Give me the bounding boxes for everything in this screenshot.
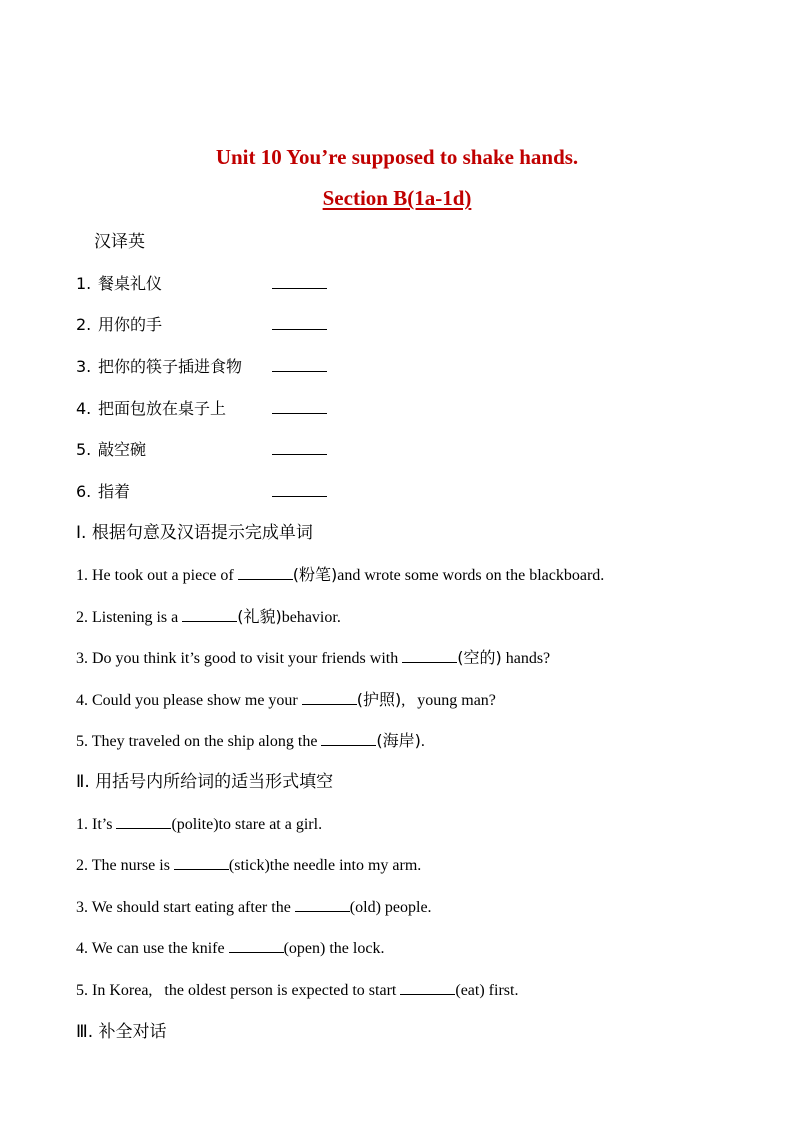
list-item: [76, 315, 327, 335]
part0-heading: 汉译英: [94, 232, 145, 252]
sentence-before: 5. In Korea, the oldest person is expected to start: [76, 982, 401, 999]
item-text: 敲空碗: [98, 440, 147, 459]
sentence-before: 5. They traveled on the ship along the: [76, 733, 322, 750]
answer-blank[interactable]: [295, 897, 350, 912]
list-item: [76, 648, 550, 669]
answer-blank[interactable]: [238, 565, 293, 580]
sentence-after: (eat) first.: [455, 982, 519, 999]
page-title: Unit 10 You’re supposed to shake hands.: [215, 145, 579, 169]
item-number: 2.: [76, 315, 92, 334]
answer-blank[interactable]: [272, 399, 327, 414]
answer-blank[interactable]: [321, 731, 376, 746]
list-item: [76, 938, 384, 959]
list-item: [76, 731, 425, 752]
sentence-before: 2. The nurse is: [76, 857, 174, 874]
item-number: 1.: [76, 274, 92, 293]
answer-blank[interactable]: [229, 938, 284, 953]
sentence-before: 3. We should start eating after the: [76, 899, 295, 916]
list-item: [76, 814, 322, 835]
part2-heading: Ⅱ. 用括号内所给词的适当形式填空: [76, 772, 334, 792]
item-text: 指着: [98, 482, 131, 501]
section-subtitle: [0, 186, 794, 211]
answer-blank[interactable]: [116, 814, 171, 829]
hint-text: (粉笔): [292, 565, 338, 584]
hint-text: (空的): [457, 648, 502, 667]
item-number: 5.: [76, 440, 92, 459]
sentence-after: (polite)to stare at a girl.: [171, 816, 323, 833]
part1-heading: Ⅰ. 根据句意及汉语提示完成单词: [76, 523, 313, 543]
part3-heading: Ⅲ. 补全对话: [76, 1022, 167, 1042]
sentence-after: (old) people.: [349, 899, 432, 916]
hint-text: (护照): [356, 690, 402, 709]
sentence-after: , young man?: [401, 692, 496, 709]
answer-blank[interactable]: [174, 855, 229, 870]
sentence-before: 1. He took out a piece of: [76, 567, 238, 584]
subtitle-text: Section B(1a-1d): [322, 186, 472, 210]
item-text: 餐桌礼仪: [98, 274, 163, 293]
item-number: 6.: [76, 482, 92, 501]
sentence-after: (stick)the needle into my arm.: [228, 857, 422, 874]
list-item: [76, 399, 327, 419]
list-item: [76, 897, 432, 918]
sentence-after: (open) the lock.: [283, 940, 385, 957]
answer-blank[interactable]: [272, 440, 327, 455]
item-text: 把你的筷子插进食物: [98, 357, 243, 376]
list-item: [76, 855, 421, 876]
answer-blank[interactable]: [272, 357, 327, 372]
answer-blank[interactable]: [272, 274, 327, 289]
sentence-before: 1. It’s: [76, 816, 117, 833]
sentence-before: 4. Could you please show me your: [76, 692, 302, 709]
list-item: [76, 980, 518, 1001]
item-number: 3.: [76, 357, 92, 376]
list-item: [76, 274, 327, 294]
answer-blank[interactable]: [182, 607, 237, 622]
answer-blank[interactable]: [302, 690, 357, 705]
hint-text: (礼貌): [237, 607, 282, 626]
list-item: [76, 482, 327, 502]
sentence-after: hands?: [501, 650, 551, 667]
item-number: 4.: [76, 399, 92, 418]
sentence-before: 2. Listening is a: [76, 609, 183, 626]
sentence-before: 3. Do you think it’s good to visit your friends with: [76, 650, 403, 667]
answer-blank[interactable]: [400, 980, 455, 995]
hint-text: (海岸): [376, 731, 421, 750]
list-item: [76, 357, 327, 377]
list-item: [76, 607, 341, 628]
sentence-before: 4. We can use the knife: [76, 940, 229, 957]
sentence-after: behavior.: [281, 609, 341, 626]
list-item: [76, 690, 496, 711]
sentence-after: .: [420, 733, 425, 750]
sentence-after: and wrote some words on the blackboard.: [337, 567, 605, 584]
list-item: [76, 565, 604, 586]
answer-blank[interactable]: [402, 648, 457, 663]
answer-blank[interactable]: [272, 315, 327, 330]
answer-blank[interactable]: [272, 482, 327, 497]
list-item: [76, 440, 327, 460]
item-text: 把面包放在桌子上: [98, 399, 227, 418]
item-text: 用你的手: [98, 315, 163, 334]
